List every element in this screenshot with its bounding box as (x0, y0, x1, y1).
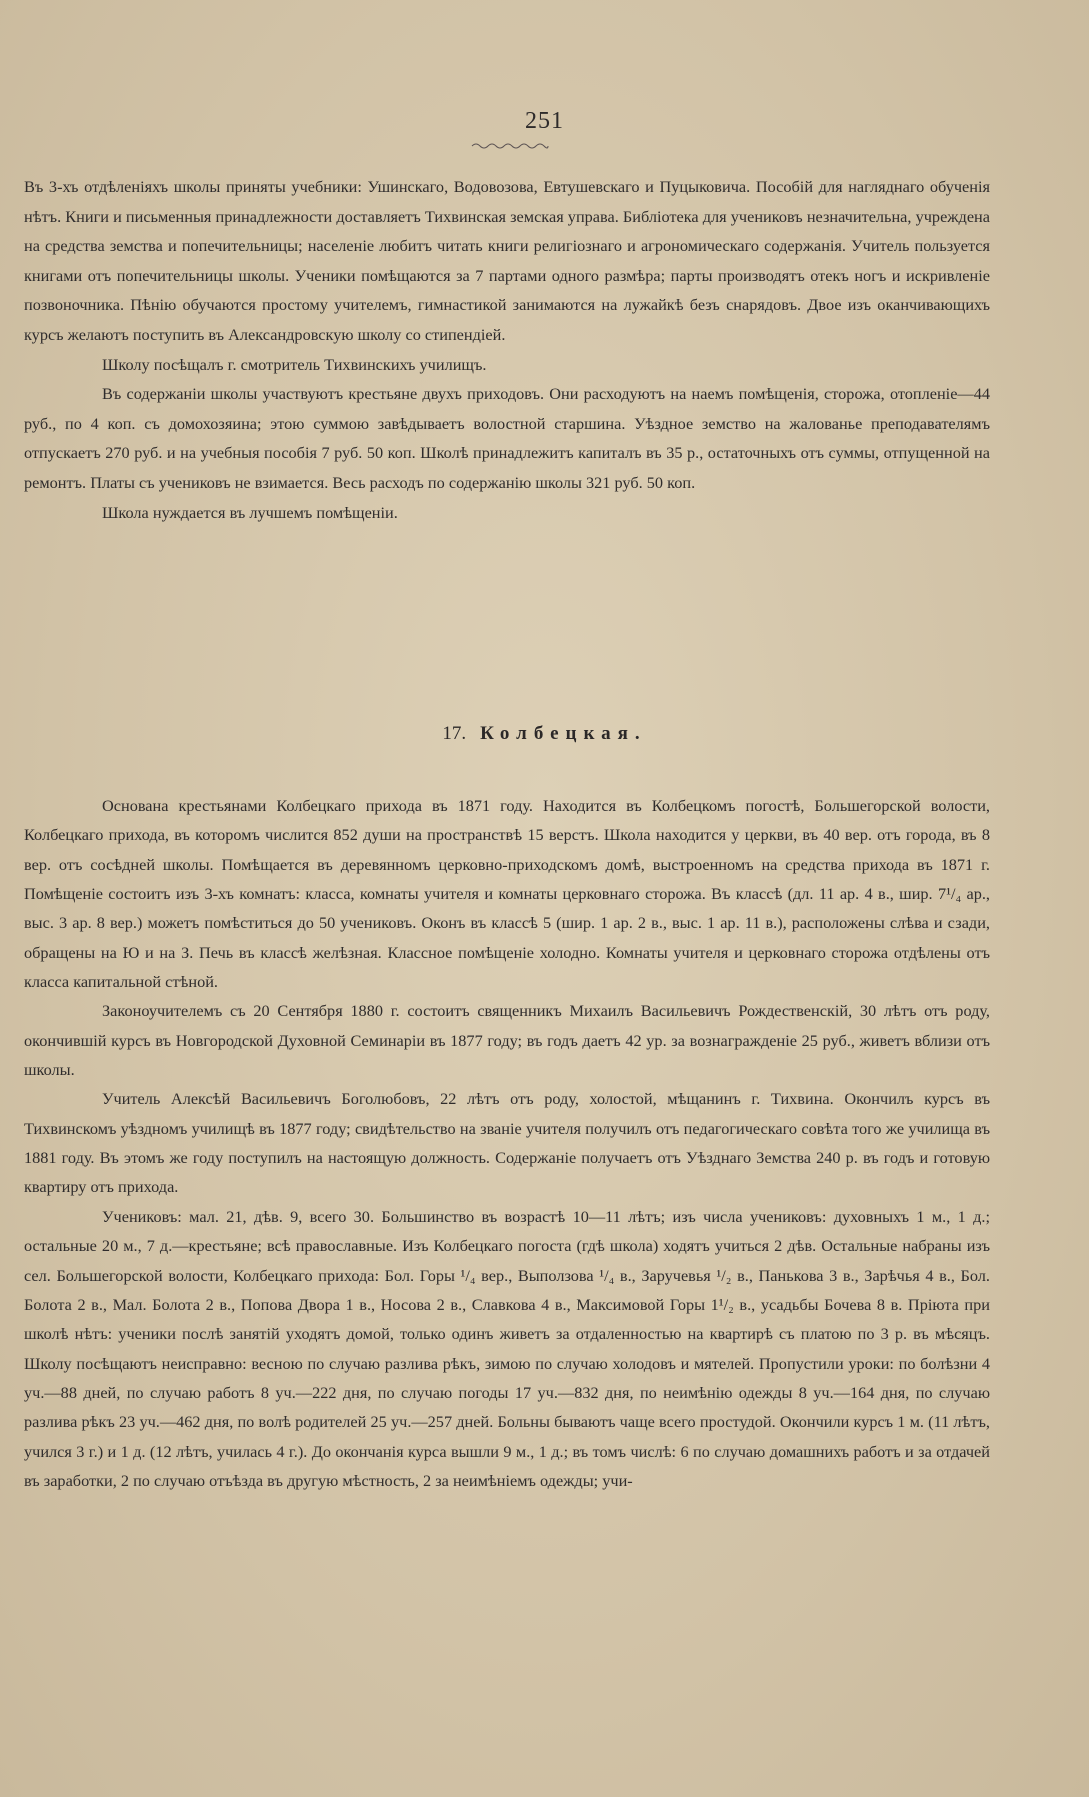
paragraph: Учениковъ: мал. 21, дѣв. 9, всего 30. Большинство въ возрастѣ 10—11 лѣтъ; изъ числа учениковъ: духовныхъ 1 м., 1 д.; остальные 20 м., 7 д.—крестьяне; всѣ православные. Изъ Колбецкаго погоста (гдѣ школа) ходятъ учиться 2 дѣв. Остальные набраны изъ сел. Большегорской волости, Колбецкаго прихода: Бол. Горы ¹/₄ вер., Выползова ¹/₄ в., Заручевья ¹/₂ в., Панькова 3 в., Зарѣчья 4 в., Бол. Болота 2 в., Мал. Болота 2 в., Попова Двора 1 в., Носова 2 в., Славкова 4 в., Максимовой Горы 1¹/₂ в., усадьбы Бочева 8 в. Пріюта при школѣ нѣтъ: ученики послѣ занятій уходятъ домой, только одинъ живетъ за отдаленностью на квартирѣ съ платою по 3 р. въ мѣсяцъ. Школу посѣщаютъ неисправно: весною по случаю разлива рѣкъ, зимою по случаю холодовъ и мятелей. Пропустили уроки: по болѣзни 4 уч.—88 дней, по случаю работъ 8 уч.—222 дня, по случаю погоды 17 уч.—832 дня, по неимѣнію одежды 8 уч.—164 дня, по случаю разлива рѣкъ 23 уч.—462 дня, по волѣ родителей 25 уч.—257 дней. Больны бываютъ чаще всего простудой. Окончили курсъ 1 м. (11 лѣтъ, учился 3 г.) и 1 д. (12 лѣтъ, училась 4 г.). До окончанія курса вышли 9 м., 1 д.; въ томъ числѣ: 6 по случаю домашнихъ работъ и за отдачей въ заработки, 2 по случаю отъѣзда въ другую мѣстность, 2 за неимѣніемъ одежды; учи- (24, 1206, 990, 1490)
school-description-kolbetskaya (24, 791, 990, 1495)
paragraph: Учитель Алексѣй Васильевичъ Боголюбовъ, 22 лѣтъ отъ роду, холостой, мѣщанинъ г. Тихвина. Окончилъ курсъ въ Тихвинскомъ уѣздномъ училищѣ въ 1877 году; свидѣтельство на званіе учителя получилъ отъ педагогическаго совѣта того же училища въ 1881 году. Въ этомъ же году поступилъ на настоящую должность. Содержаніе получаетъ отъ Уѣзднаго Земства 240 р. въ годъ и готовую квартиру отъ прихода. (24, 1089, 990, 1197)
ornament-divider (470, 140, 550, 150)
paragraph: Въ содержаніи школы участвуютъ крестьяне двухъ приходовъ. Они расходуютъ на наемъ помѣщенія, сторожа, отопленіе—44 руб., по 4 коп. съ домохозяина; этою суммою завѣдываетъ волостной старшина. Уѣздное земство на жалованье преподавателямъ отпускаетъ 270 руб. и на учебныя пособія 7 руб. 50 коп. Школѣ принадлежитъ капиталъ въ 35 р., остаточныхъ отъ суммы, отпущенной на ремонтъ. Платы съ учениковъ не взимается. Весь расходъ по содержанію школы 321 руб. 50 коп. (24, 384, 990, 492)
section-title: Колбецкая. (480, 723, 647, 744)
paragraph: Законоучителемъ съ 20 Сентября 1880 г. состоитъ священникъ Михаилъ Васильевичъ Рождественскій, 30 лѣтъ отъ роду, окончившій курсъ въ Новгородской Духовной Семинаріи въ 1877 году; въ годъ даетъ 42 ур. за вознагражденіе 25 руб., живетъ вблизи отъ школы. (24, 1001, 990, 1080)
paragraph: Школа нуждается въ лучшемъ помѣщеніи. (102, 502, 398, 522)
section-heading (0, 723, 1089, 745)
paragraph: Въ 3-хъ отдѣленіяхъ школы приняты учебники: Ушинскаго, Водовозова, Евтушевскаго и Пуцыковича. Пособій для нагляднаго обученія нѣтъ. Книги и письменныя принадлежности доставляетъ Тихвинская земская управа. Библіотека для учениковъ незначительна, учреждена на средства земства и попечительницы; населеніе любитъ читать книги религіознаго и агрономическаго содержанія. Учитель пользуется книгами отъ попечительницы школы. Ученики помѣщаются за 7 партами одного размѣра; парты производятъ отекъ ногъ и искривленіе позвоночника. Пѣнію обучаются простому учителемъ, гимнастикой занимаются на лужайкѣ безъ снарядовъ. Двое изъ оканчивающихъ курсъ желаютъ поступить въ Александровскую школу со стипендіей. (24, 177, 990, 344)
page-number: 251 (525, 108, 564, 134)
section-number: 17. (442, 723, 467, 744)
paragraph: Школу посѣщалъ г. смотритель Тихвинскихъ училищъ. (102, 354, 487, 374)
school-description-continued (24, 172, 990, 527)
paragraph: Основана крестьянами Колбецкаго прихода въ 1871 году. Находится въ Колбецкомъ погостѣ, Большегорской волости, Колбецкаго прихода, въ которомъ числится 852 души на пространствѣ 15 верстъ. Школа находится у церкви, въ 40 вер. отъ города, въ 8 вер. отъ сосѣдней школы. Помѣщается въ деревянномъ церковно-приходскомъ домѣ, выстроенномъ на средства прихода въ 1871 г. Помѣщеніе состоитъ изъ 3-хъ комнатъ: класса, комнаты учителя и комнаты церковнаго сторожа. Въ классѣ (дл. 11 ар. 4 в., шир. 7¹/₄ ар., выс. 3 ар. 8 вер.) можетъ помѣститься до 50 учениковъ. Оконъ въ классѣ 5 (шир. 1 ар. 2 в., выс. 1 ар. 11 в.), расположены слѣва и сзади, обращены на Ю и на З. Печь въ классѣ желѣзная. Классное помѣщеніе холодно. Комнаты учителя и церковнаго сторожа отдѣлены отъ класса капитальной стѣной. (24, 796, 990, 992)
